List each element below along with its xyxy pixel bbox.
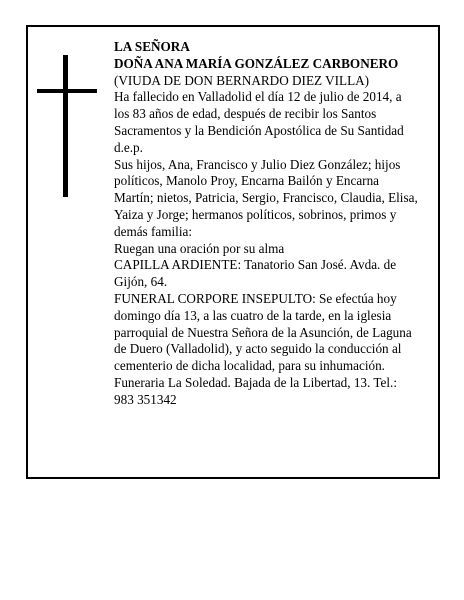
chapel-paragraph: CAPILLA ARDIENTE: Tanatorio San José. Avda. de Gijón, 64. (114, 257, 397, 290)
widow-line: (VIUDA DE DON BERNARDO DIEZ VILLA) (114, 72, 370, 88)
funeral-paragraph: FUNERAL CORPORE INSEPULTO: Se efectúa hoy domingo día 13, a las cuatro de la tarde, en la iglesia parroquial de Nuestra Señora de la Asunción, de Laguna de Duero (Valladolid), y acto seguido la conducción al cementerio de dicha localidad, para su inhumación. (114, 290, 412, 374)
title-line: LA SEÑORA (114, 39, 190, 54)
death-paragraph: Ha fallecido en Valladolid el día 12 de julio de 2014, a los 83 años de edad, después de recibir los Santos Sacramentos y la Bendición Apostólica de Su Santidad d.e.p. (114, 89, 404, 155)
cross-horizontal-bar (37, 89, 97, 93)
deceased-name: DOÑA ANA MARÍA GONZÁLEZ CARBONERO (114, 55, 399, 71)
prayer-line: Ruegan una oración por su alma (114, 240, 285, 256)
cross-vertical-bar (63, 55, 68, 197)
family-paragraph: Sus hijos, Ana, Francisco y Julio Diez González; hijos políticos, Manolo Proy, Encarna Bailón y Encarna Martín; nietos, Patricia, Sergio, Francisco, Claudia, Elisa, Yaiza y Jorge; hermanos políticos, sobrinos, primos y demás familia: (114, 156, 418, 239)
obituary-text (114, 39, 420, 409)
cross-icon (37, 55, 97, 197)
funeral-home-paragraph: Funeraria La Soledad. Bajada de la Libertad, 13. Tel.: 983 351342 (114, 374, 397, 407)
